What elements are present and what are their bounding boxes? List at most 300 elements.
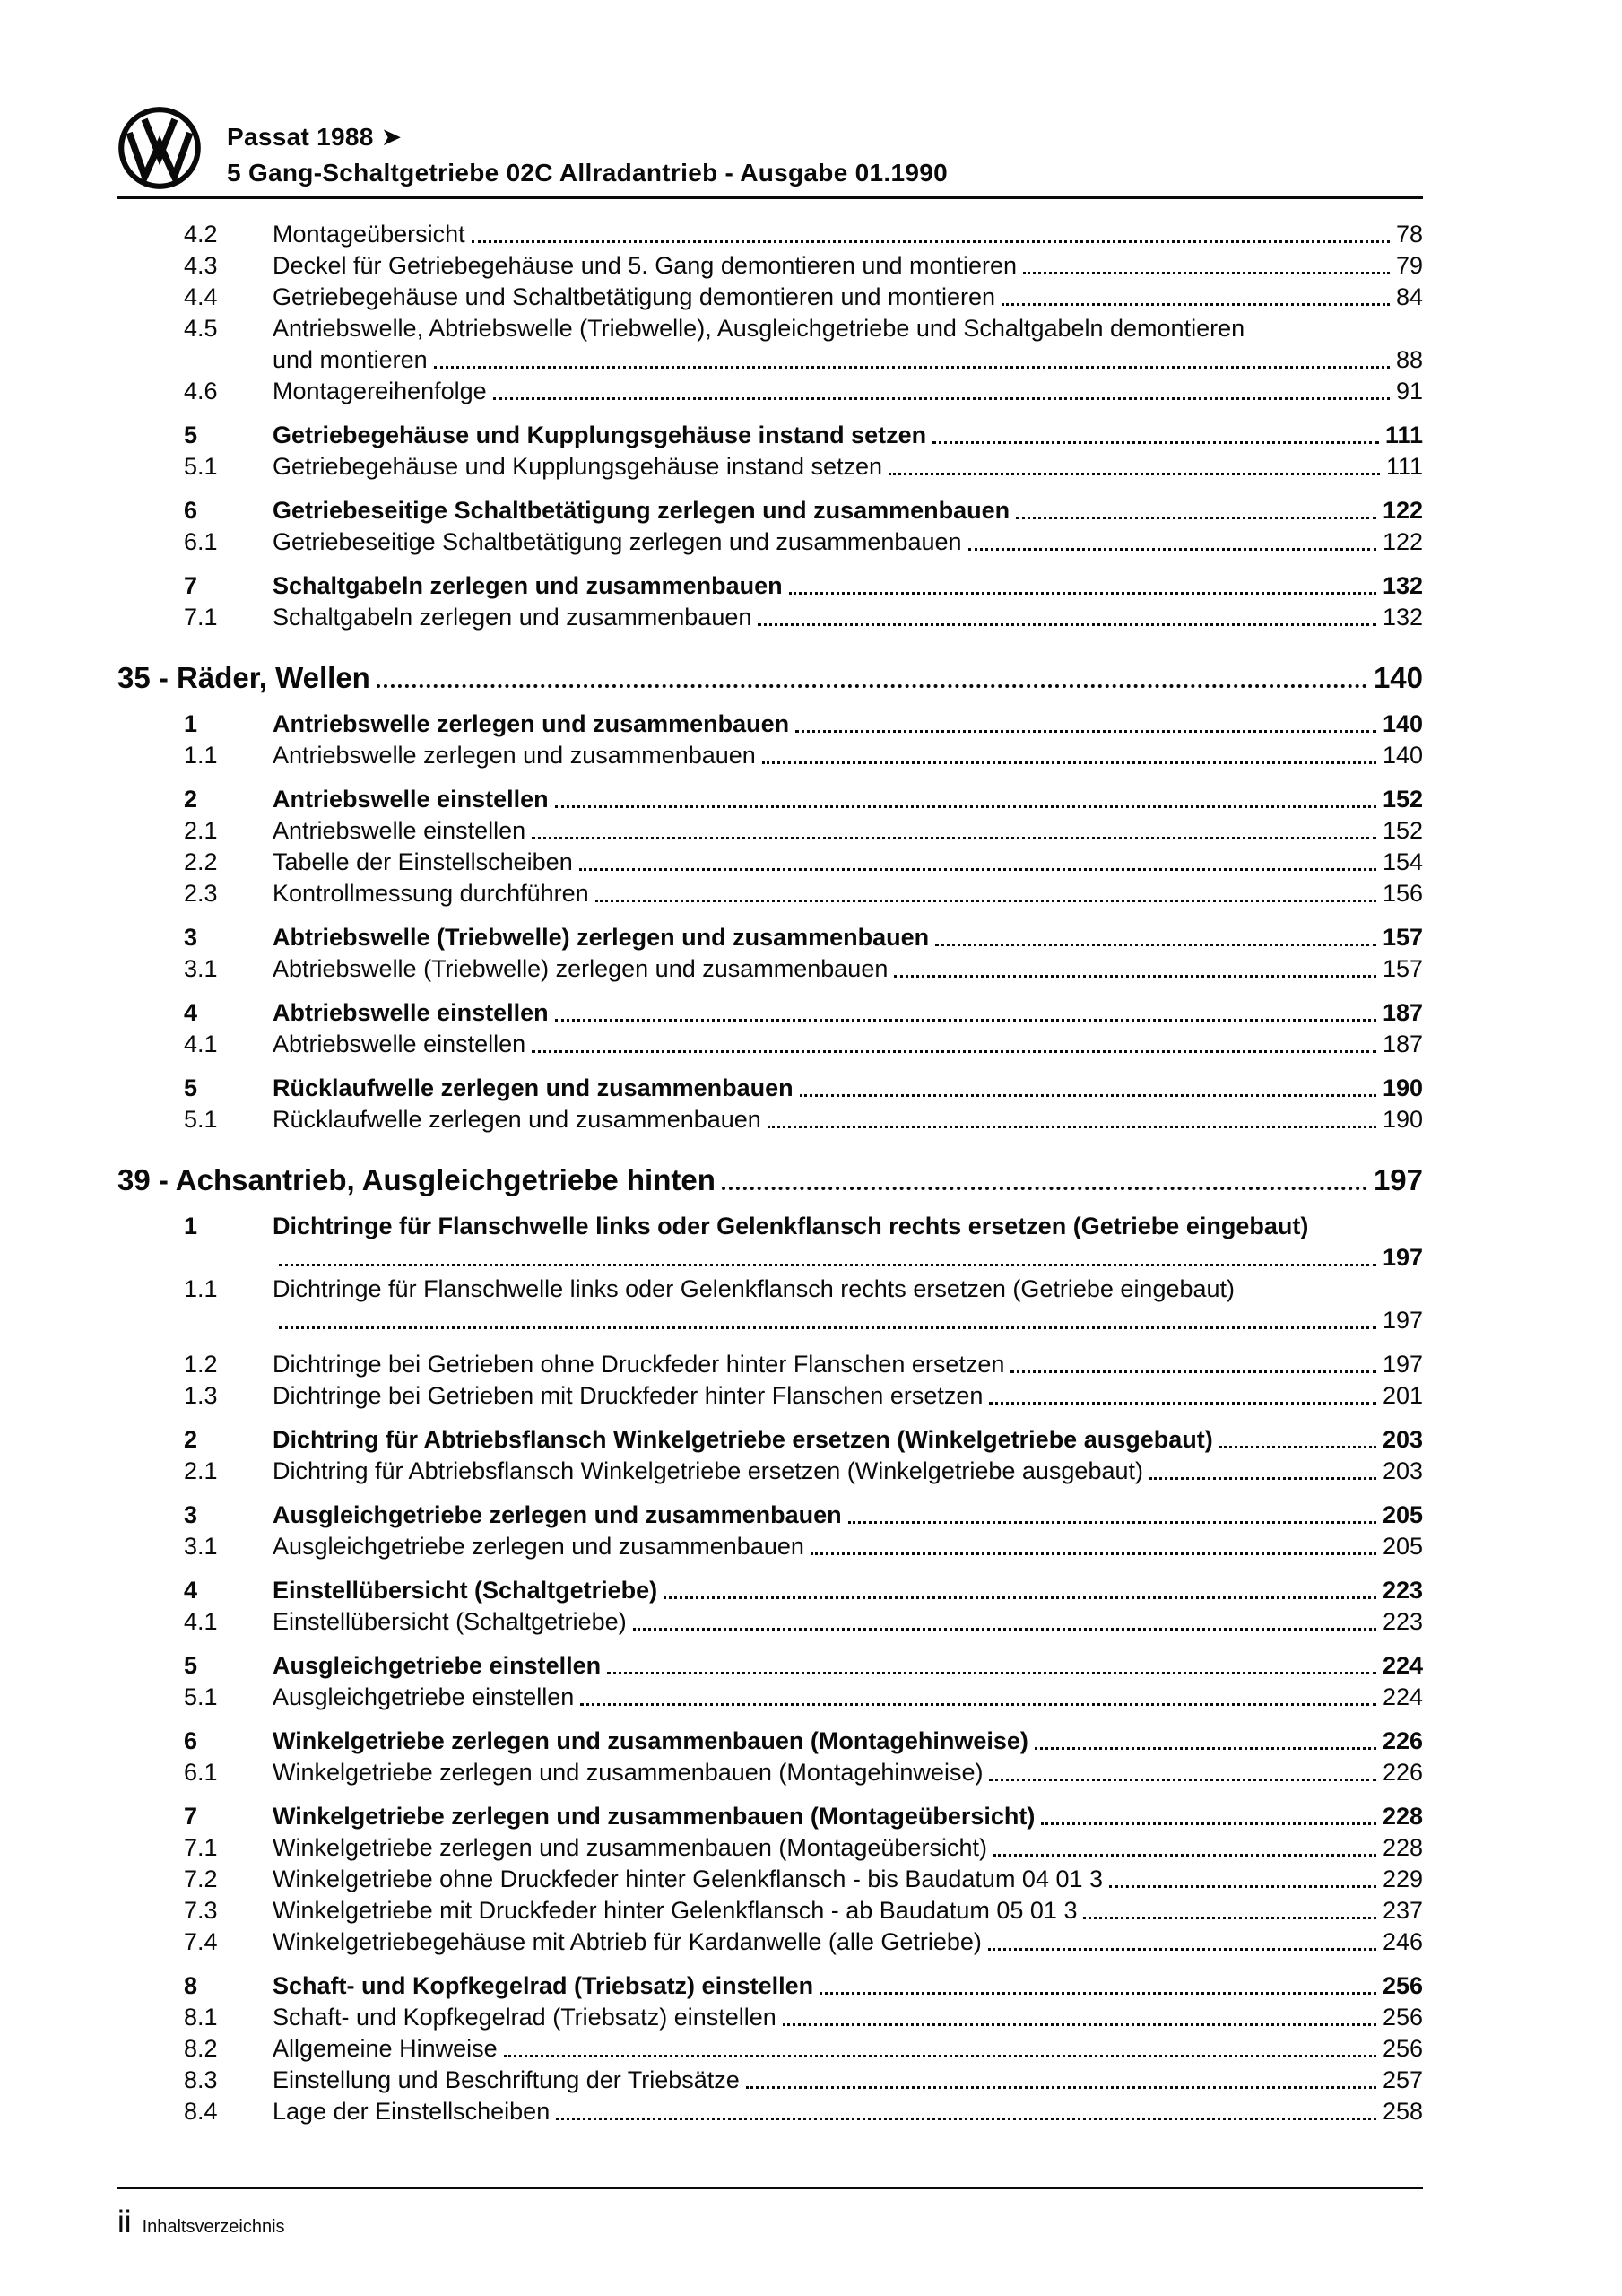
toc-entry-title: Ausgleichgetriebe zerlegen und zusammenbauen [273,1501,842,1528]
toc-entry-line [273,997,1423,1029]
dot-leader [768,1126,1376,1128]
toc-entry-number: 7.1 [184,1834,218,1861]
toc-entry-page: 190 [1382,1106,1423,1133]
toc-entry-body [273,740,1423,771]
dot-leader [555,805,1376,808]
toc-entry-body [273,847,1423,878]
toc-entry-number: 8 [184,1972,198,1999]
toc-section-heading [117,1161,1423,1200]
toc-section-title: 35 - Räder, Wellen [117,661,370,694]
toc-entry-page: 122 [1382,497,1423,524]
toc-entry-line [273,344,1423,376]
toc-entry-body [273,1801,1423,1832]
dot-leader [746,2086,1376,2089]
dot-leader [762,761,1376,764]
toc-entry-line [273,922,1423,953]
toc-entry-title: Getriebeseitige Schaltbetätigung zerlegen und zusammenbauen [273,528,962,555]
toc-entry [184,878,1423,909]
dot-leader [889,473,1380,475]
toc-entry-title: Deckel für Getriebegehäuse und 5. Gang demontieren und montieren [273,252,1018,279]
toc-entry-title: Abtriebswelle (Triebwelle) zerlegen und zusammenbauen [273,955,889,982]
toc-entry-body [273,1073,1423,1104]
toc-entry-body [273,1650,1423,1682]
toc-entry [184,2096,1423,2127]
toc-entry-body [273,1575,1423,1606]
toc-entry-number: 2.3 [184,880,218,907]
toc-entry-page: 256 [1382,2004,1423,2031]
toc-entry-title: Antriebswelle zerlegen und zusammenbauen [273,710,790,737]
dot-leader [279,1264,1376,1266]
toc-entry-line [273,1456,1423,1487]
toc-entry-body [273,815,1423,847]
toc-entry-number: 5.1 [184,1106,218,1133]
toc-entry-line [273,953,1423,985]
dot-leader [935,944,1376,946]
toc-entry-body [273,1500,1423,1531]
toc-entry-number: 1 [184,1213,198,1239]
toc-entry-title: Einstellübersicht (Schaltgetriebe) [273,1608,627,1635]
toc-entry-number: 8.1 [184,2004,218,2031]
toc-entry [184,2033,1423,2065]
toc-entry [184,740,1423,771]
toc-entry-title: Dichtringe bei Getrieben mit Druckfeder hinter Flanschen ersetzen [273,1382,984,1409]
toc-entry-page: 157 [1382,955,1423,982]
toc-entry-page: 256 [1382,1972,1423,1999]
toc-entry [184,1650,1423,1682]
toc-entry-line [273,451,1423,483]
page-number: ii [117,2205,132,2239]
toc-entry-body [273,2002,1423,2033]
toc-entry-page: 223 [1382,1577,1423,1604]
toc-entry-line [273,495,1423,526]
toc-entry-title: Winkelgetriebe zerlegen und zusammenbauen (Montageübersicht) [273,1834,987,1861]
toc-entry [184,1970,1423,2002]
toc-entry-title: Getriebegehäuse und Kupplungsgehäuse instand setzen [273,422,927,448]
dot-leader [989,1402,1376,1405]
toc-entry [184,1104,1423,1135]
toc-entry-number: 7 [184,1803,198,1830]
toc-entry-title: Dichtring für Abtriebsflansch Winkelgetriebe ersetzen (Winkelgetriebe ausgebaut) [273,1426,1213,1453]
toc-entry-title: Montageübersicht [273,221,465,248]
toc-entry-line [273,1926,1423,1958]
toc-entry-body [273,219,1423,250]
dot-leader [795,730,1376,733]
toc-entry-line [273,1029,1423,1060]
page-header [117,106,1423,190]
toc-entry-line [273,2065,1423,2096]
toc-entry-title: Einstellübersicht (Schaltgetriebe) [273,1577,658,1604]
dot-leader [1035,1747,1376,1750]
model-title: Passat 1988 ➤ [227,123,403,151]
toc-entry-number: 8.2 [184,2035,218,2062]
toc-entry-body [273,282,1423,313]
toc-entry-line [273,1274,1423,1305]
toc-entry-number: 1.1 [184,742,218,769]
dot-leader [988,1948,1376,1951]
dot-leader [894,975,1376,978]
toc-entry-page: 187 [1382,999,1423,1026]
footer-label: Inhaltsverzeichnis [142,2217,285,2237]
toc-entry-page: 203 [1382,1426,1423,1453]
toc-entry-body [273,1970,1423,2002]
dot-leader [607,1672,1376,1674]
toc-entry-number: 4.6 [184,378,218,404]
dot-leader [633,1628,1376,1631]
toc-entry [184,1575,1423,1606]
toc-entry-page: 205 [1382,1533,1423,1560]
toc-entry-page: 226 [1382,1759,1423,1786]
dot-leader [1083,1917,1375,1919]
dot-leader [783,2023,1376,2026]
footer-divider [117,2187,1423,2189]
toc-entry-title: Antriebswelle, Abtriebswelle (Triebwelle), Ausgleichgetriebe und Schaltgabeln demontieren [273,315,1245,342]
toc-entry-line [273,1531,1423,1562]
toc-entry-line [273,740,1423,771]
toc-entry-line [273,1650,1423,1682]
toc-entry-line [273,1970,1423,2002]
toc-entry-title: Tabelle der Einstellscheiben [273,848,573,875]
toc-entry-line [273,784,1423,815]
toc-entry-page: 132 [1382,604,1423,631]
toc-entry-line [273,1801,1423,1832]
dot-leader [758,623,1376,626]
toc-entry [184,1895,1423,1926]
toc-entry-body [273,2033,1423,2065]
toc-entry [184,1864,1423,1895]
dot-leader [579,868,1376,871]
toc-entry [184,1531,1423,1562]
toc-entry [184,602,1423,633]
toc-entry-line [273,1349,1423,1380]
toc-entry-page: 84 [1395,283,1423,310]
toc-entry-number: 4.5 [184,315,218,342]
dot-leader [493,397,1390,400]
toc-entry-body [273,1531,1423,1562]
toc-entry-body [273,922,1423,953]
toc-entry-page: 122 [1382,528,1423,555]
toc-entry-body [273,953,1423,985]
toc-entry-title: Winkelgetriebe zerlegen und zusammenbauen (Montagehinweise) [273,1759,984,1786]
toc-entry-number: 5 [184,1074,198,1101]
toc-section-heading [117,658,1423,698]
toc-entry-body [273,1029,1423,1060]
toc-entry-page: 132 [1382,572,1423,599]
toc-entry-number: 7.2 [184,1866,218,1892]
toc-entry-line [273,709,1423,740]
toc-entry-line [273,847,1423,878]
header-text [227,106,948,187]
toc-entry-page: 223 [1382,1608,1423,1635]
dot-leader [580,1703,1376,1706]
toc-entry-body [273,2096,1423,2127]
toc-entry-title: Antriebswelle einstellen [273,817,526,844]
toc-entry-title: Winkelgetriebe zerlegen und zusammenbauen (Montageübersicht) [273,1803,1036,1830]
toc-entry-page: 190 [1382,1074,1423,1101]
toc-entry-number: 1 [184,710,198,737]
dot-leader [848,1521,1376,1524]
toc-entry [184,1801,1423,1832]
dot-leader [279,1326,1376,1329]
toc-entry-line [273,282,1423,313]
toc-entry-number: 2.2 [184,848,218,875]
toc-entry-number: 5 [184,422,198,448]
dot-leader [555,1019,1376,1022]
toc-entry-number: 3 [184,1501,198,1528]
toc-entry-body [273,1726,1423,1757]
toc-entry-page: 152 [1382,786,1423,813]
toc-entry-line [273,313,1423,344]
toc-entry-page: 140 [1382,710,1423,737]
toc-entry-body [273,1864,1423,1895]
dot-leader [968,548,1376,551]
toc-entry-title: Abtriebswelle einstellen [273,999,549,1026]
toc-entry-body [273,495,1423,526]
toc-entry-number: 4 [184,999,198,1026]
toc-entry-number: 7.1 [184,604,218,631]
toc-entry-number: 4 [184,1577,198,1604]
toc-entry-number: 7.4 [184,1928,218,1955]
toc-entry-number: 4.4 [184,283,218,310]
toc-entry-page: 226 [1382,1727,1423,1754]
toc-entry-body [273,376,1423,407]
toc-entry-body [273,1832,1423,1864]
toc-entry-continuation: und montieren [273,346,428,373]
toc-entry [184,709,1423,740]
toc-entry [184,847,1423,878]
toc-entry-line [273,2002,1423,2033]
toc-entry-title: Ausgleichgetriebe einstellen [273,1683,575,1710]
toc-entry-page: 156 [1382,880,1423,907]
toc-entry-title: Ausgleichgetriebe zerlegen und zusammenbauen [273,1533,804,1560]
toc-section-title: 39 - Achsantrieb, Ausgleichgetriebe hinten [117,1163,716,1196]
toc-entry-title: Allgemeine Hinweise [273,2035,498,2062]
toc-entry-number: 8.4 [184,2098,218,2125]
dot-leader [789,592,1376,595]
toc-entry [184,2002,1423,2033]
dot-leader [932,441,1379,444]
toc-entry-number: 1.3 [184,1382,218,1409]
toc-entry [184,1073,1423,1104]
toc-entry-page: 111 [1384,422,1423,448]
toc-entry-number: 4.3 [184,252,218,279]
toc-entry-body [273,1456,1423,1487]
toc-entry-number: 3 [184,924,198,951]
toc-entry-line [273,570,1423,602]
toc-entry [184,1029,1423,1060]
toc-entry-title: Montagereihenfolge [273,378,487,404]
toc-entry-page: 157 [1382,924,1423,951]
document-title: 5 Gang-Schaltgetriebe 02C Allradantrieb - Ausgabe 01.1990 [227,159,948,187]
toc-entry-line [273,1305,1423,1336]
toc-entry-number: 6 [184,1727,198,1754]
toc-entry-page: 246 [1382,1928,1423,1955]
toc-entry-body [273,1349,1423,1380]
dot-leader [1002,303,1390,306]
toc-entry [184,997,1423,1029]
dot-leader [1010,1370,1375,1373]
toc-entry-line [273,1832,1423,1864]
toc-entry [184,313,1423,376]
toc-entry [184,451,1423,483]
toc-entry [184,922,1423,953]
vw-logo-icon [117,106,202,190]
toc-entry-body [273,420,1423,451]
dot-leader [1109,1885,1376,1888]
toc-entry-page: 111 [1385,453,1423,480]
toc-entry [184,815,1423,847]
toc-entry [184,1682,1423,1713]
toc-entry-title: Lage der Einstellscheiben [273,2098,551,2125]
toc-entry-line [273,1380,1423,1412]
toc-entry [184,250,1423,282]
dot-leader [989,1779,1375,1781]
dot-leader [556,2118,1376,2120]
toc-entry-line [273,878,1423,909]
toc-entry-number: 4.2 [184,221,218,248]
toc-entry-title: Abtriebswelle (Triebwelle) zerlegen und zusammenbauen [273,924,930,951]
toc-entry-page: 152 [1382,817,1423,844]
toc-entry-page: 224 [1382,1652,1423,1679]
toc-entry [184,1349,1423,1380]
toc-entry-page: 201 [1382,1382,1423,1409]
dot-leader [532,837,1376,839]
toc-entry-title: Antriebswelle einstellen [273,786,549,813]
dot-leader [1023,272,1390,274]
toc-entry-page: 229 [1382,1866,1423,1892]
toc-entry-line [273,1575,1423,1606]
toc-section-page: 140 [1373,661,1423,694]
toc-entry-line [273,1726,1423,1757]
toc-entry-page: 88 [1395,346,1423,373]
toc-entry [184,1726,1423,1757]
page-footer [117,2205,285,2240]
toc-entry-page: 228 [1382,1834,1423,1861]
dot-leader [993,1854,1376,1857]
toc-entry-line [273,250,1423,282]
toc-entry [184,1832,1423,1864]
toc-entry-line [273,526,1423,558]
toc-entry-body [273,784,1423,815]
toc-entry-title: Schaltgabeln zerlegen und zusammenbauen [273,604,752,631]
toc-entry-number: 2.1 [184,1457,218,1484]
toc-entry-body [273,1682,1423,1713]
toc-entry-title: Kontrollmessung durchführen [273,880,589,907]
toc-entry [184,1274,1423,1336]
dot-leader [1041,1822,1376,1825]
toc-entry-page: 197 [1382,1307,1423,1334]
dot-leader [532,1050,1376,1053]
toc-entry-body [273,709,1423,740]
toc-entry [184,1380,1423,1412]
toc-entry-line [273,1682,1423,1713]
toc-entry-page: 78 [1395,221,1423,248]
toc-entry-body [273,250,1423,282]
toc-entry-title: Schaltgabeln zerlegen und zusammenbauen [273,572,783,599]
toc-entry-title: Winkelgetriebegehäuse mit Abtrieb für Kardanwelle (alle Getriebe) [273,1928,982,1955]
toc-entry-title: Antriebswelle zerlegen und zusammenbauen [273,742,756,769]
toc-entry-page: 140 [1382,742,1423,769]
toc-entry [184,495,1423,526]
toc-entry-body [273,1211,1423,1274]
dot-leader [472,240,1390,243]
toc-entry-number: 2.1 [184,817,218,844]
toc-entry-number: 5 [184,1652,198,1679]
toc-entry [184,282,1423,313]
toc-entry [184,2065,1423,2096]
toc-entry-title: Dichtring für Abtriebsflansch Winkelgetriebe ersetzen (Winkelgetriebe ausgebaut) [273,1457,1143,1484]
toc-entry-title: Getriebeseitige Schaltbetätigung zerlegen und zusammenbauen [273,497,1010,524]
toc-entry-page: 205 [1382,1501,1423,1528]
toc-entry-line [273,1242,1423,1274]
toc-entry [184,420,1423,451]
toc-entry-body [273,570,1423,602]
toc-entry-title: Getriebegehäuse und Kupplungsgehäuse instand setzen [273,453,883,480]
toc-entry-title: Winkelgetriebe zerlegen und zusammenbauen (Montagehinweise) [273,1727,1028,1754]
toc-entry-title: Dichtringe bei Getrieben ohne Druckfeder hinter Flanschen ersetzen [273,1351,1005,1378]
toc-entry-title: Rücklaufwelle zerlegen und zusammenbauen [273,1074,794,1101]
toc-entry-title: Ausgleichgetriebe einstellen [273,1652,602,1679]
toc-entry-number: 5.1 [184,1683,218,1710]
toc-entry-number: 6 [184,497,198,524]
toc-entry-line [273,219,1423,250]
toc-entry-number: 6.1 [184,1759,218,1786]
toc-entry-line [273,1211,1423,1242]
dot-leader [800,1094,1376,1097]
toc-entry-line [273,1895,1423,1926]
toc-entry [184,784,1423,815]
toc-entry-title: Schaft- und Kopfkegelrad (Triebsatz) einstellen [273,1972,814,1999]
toc-entry-line [273,1606,1423,1638]
toc-entry [184,1424,1423,1456]
toc-entry [184,376,1423,407]
toc-entry-number: 5.1 [184,453,218,480]
toc-entry-number: 2 [184,786,198,813]
toc-entry-body [273,878,1423,909]
dot-leader [1219,1446,1376,1448]
toc-entry-line [273,2096,1423,2127]
toc-entry-number: 4.1 [184,1608,218,1635]
toc-entry [184,1211,1423,1274]
toc-entry-line [273,1104,1423,1135]
toc-entry-number: 7 [184,572,198,599]
toc-entry-body [273,602,1423,633]
toc-entry-page: 203 [1382,1457,1423,1484]
toc-entry-page: 237 [1382,1897,1423,1924]
toc-entry-line [273,815,1423,847]
toc-entry [184,1757,1423,1788]
toc-entry-number: 1.1 [184,1275,218,1302]
toc-entry-line [273,376,1423,407]
toc-entry-page: 197 [1382,1244,1423,1271]
dot-leader [434,366,1390,369]
toc-entry-line [273,1424,1423,1456]
dot-leader [1149,1477,1376,1480]
toc-entry-line [273,602,1423,633]
dot-leader [1016,517,1376,519]
toc-entry-page: 197 [1382,1351,1423,1378]
toc-entry-number: 3.1 [184,955,218,982]
toc-entry-number: 8.3 [184,2066,218,2093]
toc-entry-title: Dichtringe für Flanschwelle links oder Gelenkflansch rechts ersetzen (Getriebe eingebaut) [273,1213,1309,1239]
toc-entry-number: 4.1 [184,1031,218,1057]
toc-entry [184,953,1423,985]
toc-entry [184,526,1423,558]
toc-entry-title: Winkelgetriebe ohne Druckfeder hinter Gelenkflansch - bis Baudatum 04 01 3 [273,1866,1104,1892]
toc-section-page: 197 [1373,1163,1423,1196]
dot-leader [595,900,1376,902]
toc-entry-page: 154 [1382,848,1423,875]
toc-entry-title: Einstellung und Beschriftung der Triebsätze [273,2066,740,2093]
